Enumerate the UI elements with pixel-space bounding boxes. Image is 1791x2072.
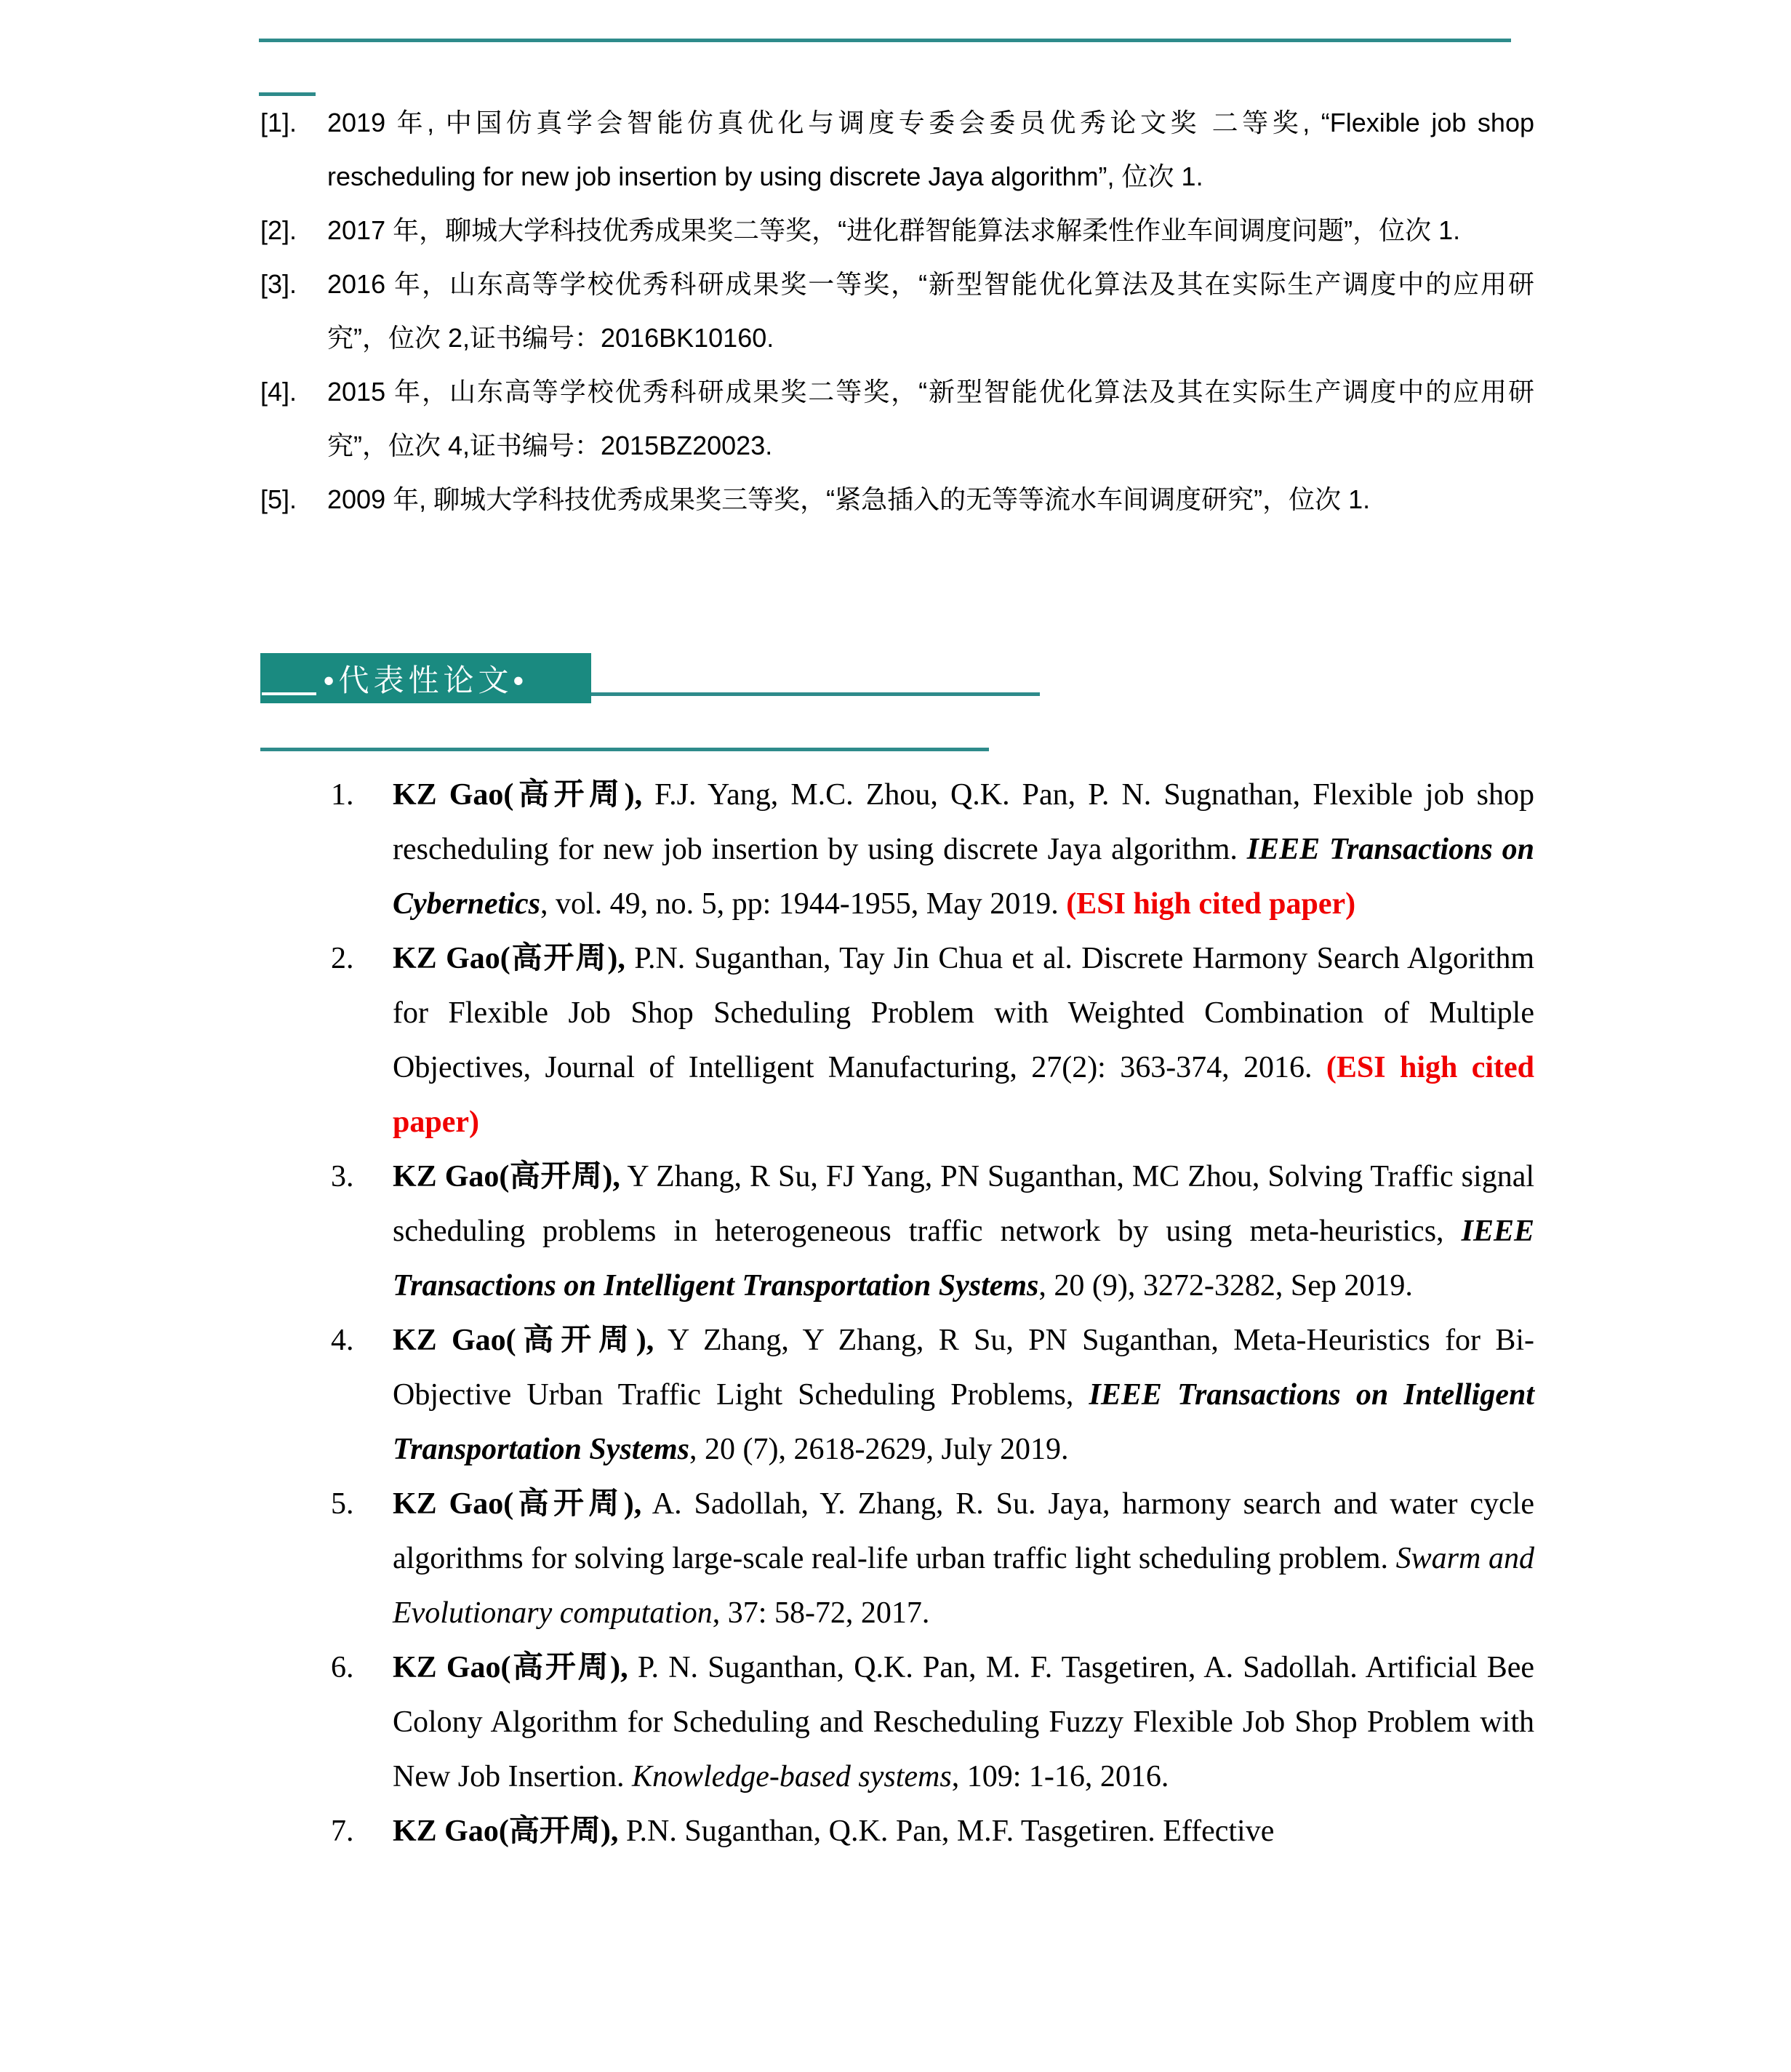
award-label: [5]. xyxy=(260,484,297,514)
paper-number: 3. xyxy=(331,1160,354,1193)
paper-item xyxy=(331,1150,1534,1313)
section-header-box xyxy=(260,653,591,703)
top-divider-line xyxy=(259,39,1511,42)
paper-text-segment: , 37: 58-72, 2017. xyxy=(712,1596,930,1630)
paper-item xyxy=(331,768,1534,932)
paper-text-segment: A. Sadollah, Y. Zhang, R. Su. Jaya, harmony search and water cycle algorithms for solving large-scale real-life urban traffic light scheduling problem. xyxy=(393,1487,1534,1575)
paper-text-segment: KZ Gao(高开周), xyxy=(393,942,625,975)
paper-item xyxy=(331,932,1534,1150)
paper-text xyxy=(393,1313,1534,1477)
award-text: 2009 年, 聊城大学科技优秀成果奖三等奖，“紧急插入的无等等流水车间调度研究”，位次 1. xyxy=(327,484,1371,514)
award-item xyxy=(260,204,1534,257)
paper-text-segment: , vol. 49, no. 5, pp: 1944-1955, May 2019. xyxy=(540,887,1067,921)
award-label: [2]. xyxy=(260,215,297,245)
award-item xyxy=(260,96,1534,204)
paper-text-segment: KZ Gao(高开周), xyxy=(393,1160,620,1193)
paper-text-segment: KZ Gao(高开周), xyxy=(393,1651,628,1684)
award-text: 2016 年，山东高等学校优秀科研成果奖一等奖，“新型智能优化算法及其在实际生产调度中的应用研究”，位次 2,证书编号：2016BK10160. xyxy=(327,269,1534,353)
paper-text xyxy=(393,1641,1534,1804)
paper-text-segment: Knowledge-based systems xyxy=(631,1760,952,1793)
paper-text-segment: , 20 (7), 2618-2629, July 2019. xyxy=(689,1433,1069,1466)
section-header-white-dash xyxy=(262,692,316,695)
paper-text-segment: F.J. Yang, M.C. Zhou, Q.K. Pan, P. N. Sugnathan, Flexible job shop rescheduling for new job insertion by using discrete Jaya algorithm. xyxy=(393,778,1535,866)
papers-list xyxy=(331,768,1534,1859)
paper-text-segment: (ESI high cited paper) xyxy=(393,1051,1535,1139)
award-label: [3]. xyxy=(260,269,297,299)
paper-number: 7. xyxy=(331,1815,354,1848)
paper-number: 6. xyxy=(331,1651,354,1684)
paper-item xyxy=(331,1477,1534,1641)
paper-text-segment: KZ Gao(高开周), xyxy=(393,1815,619,1848)
paper-number: 2. xyxy=(331,942,354,975)
paper-text-segment: IEEE Transactions on Cybernetics xyxy=(393,833,1534,921)
paper-text-segment: KZ Gao(高开周), xyxy=(393,778,643,812)
paper-number: 1. xyxy=(331,778,354,812)
paper-text-segment: KZ Gao(高开周), xyxy=(393,1324,654,1357)
section-divider-line xyxy=(260,748,989,751)
award-text: 2015 年，山东高等学校优秀科研成果奖二等奖，“新型智能优化算法及其在实际生产调度中的应用研究”，位次 4,证书编号：2015BZ20023. xyxy=(327,377,1534,460)
paper-text-segment: P. N. Suganthan, Q.K. Pan, M. F. Tasgetiren, A. Sadollah. Artificial Bee Colony Algorithm for Scheduling and Rescheduling Fuzzy Flexible Job Shop Problem with New Job Insertion. xyxy=(393,1651,1534,1793)
paper-text-segment: P.N. Suganthan, Tay Jin Chua et al. Discrete Harmony Search Algorithm for Flexible Job Shop Scheduling Problem with Weighted Combination of Multiple Objectives, Journal of Intelligent Manufacturing, 27(2): 363-374, 2016. xyxy=(393,942,1534,1084)
paper-text-segment: , 20 (9), 3272-3282, Sep 2019. xyxy=(1038,1269,1413,1303)
paper-text-segment: , 109: 1-16, 2016. xyxy=(951,1760,1169,1793)
paper-number: 5. xyxy=(331,1487,354,1521)
paper-text-segment: IEEE Transactions on Intelligent Transportation Systems xyxy=(393,1215,1534,1303)
paper-text-segment: Y Zhang, Y Zhang, R Su, PN Suganthan, Meta-Heuristics for Bi-Objective Urban Traffic Light Scheduling Problems, xyxy=(393,1324,1534,1412)
paper-text xyxy=(393,1804,1534,1859)
award-label: [4]. xyxy=(260,377,297,407)
paper-text xyxy=(393,1150,1534,1313)
paper-text xyxy=(393,768,1534,932)
awards-list xyxy=(260,96,1534,527)
paper-text-segment: P.N. Suganthan, Q.K. Pan, M.F. Tasgetiren. Effective xyxy=(618,1815,1275,1848)
award-item xyxy=(260,365,1534,473)
award-text: 2017 年，聊城大学科技优秀成果奖二等奖，“进化群智能算法求解柔性作业车间调度问题”，位次 1. xyxy=(327,215,1461,245)
paper-text-segment: IEEE Transactions on Intelligent Transportation Systems xyxy=(393,1378,1534,1466)
award-item xyxy=(260,257,1534,365)
paper-text xyxy=(393,932,1534,1150)
paper-text-segment: (ESI high cited paper) xyxy=(1066,887,1356,921)
award-label: [1]. xyxy=(260,108,297,137)
paper-text-segment: Y Zhang, R Su, FJ Yang, PN Suganthan, MC Zhou, Solving Traffic signal scheduling problems in heterogeneous traffic network by using meta-heuristics, xyxy=(393,1160,1535,1248)
paper-item xyxy=(331,1641,1534,1804)
paper-text-segment: KZ Gao(高开周), xyxy=(393,1487,642,1521)
section-header-title: •代表性论文• xyxy=(323,663,529,697)
award-text: 2019 年, 中国仿真学会智能仿真优化与调度专委会委员优秀论文奖 二等奖, “Flexible job shop rescheduling for new job insertion by using discrete Jaya algorithm”, 位次 1. xyxy=(327,108,1534,191)
paper-text xyxy=(393,1477,1534,1641)
award-item xyxy=(260,473,1534,527)
paper-text-segment: Swarm and Evolutionary computation xyxy=(393,1542,1534,1630)
paper-number: 4. xyxy=(331,1324,354,1357)
paper-item xyxy=(331,1804,1534,1859)
paper-item xyxy=(331,1313,1534,1477)
section-header-side-line xyxy=(591,692,1040,696)
